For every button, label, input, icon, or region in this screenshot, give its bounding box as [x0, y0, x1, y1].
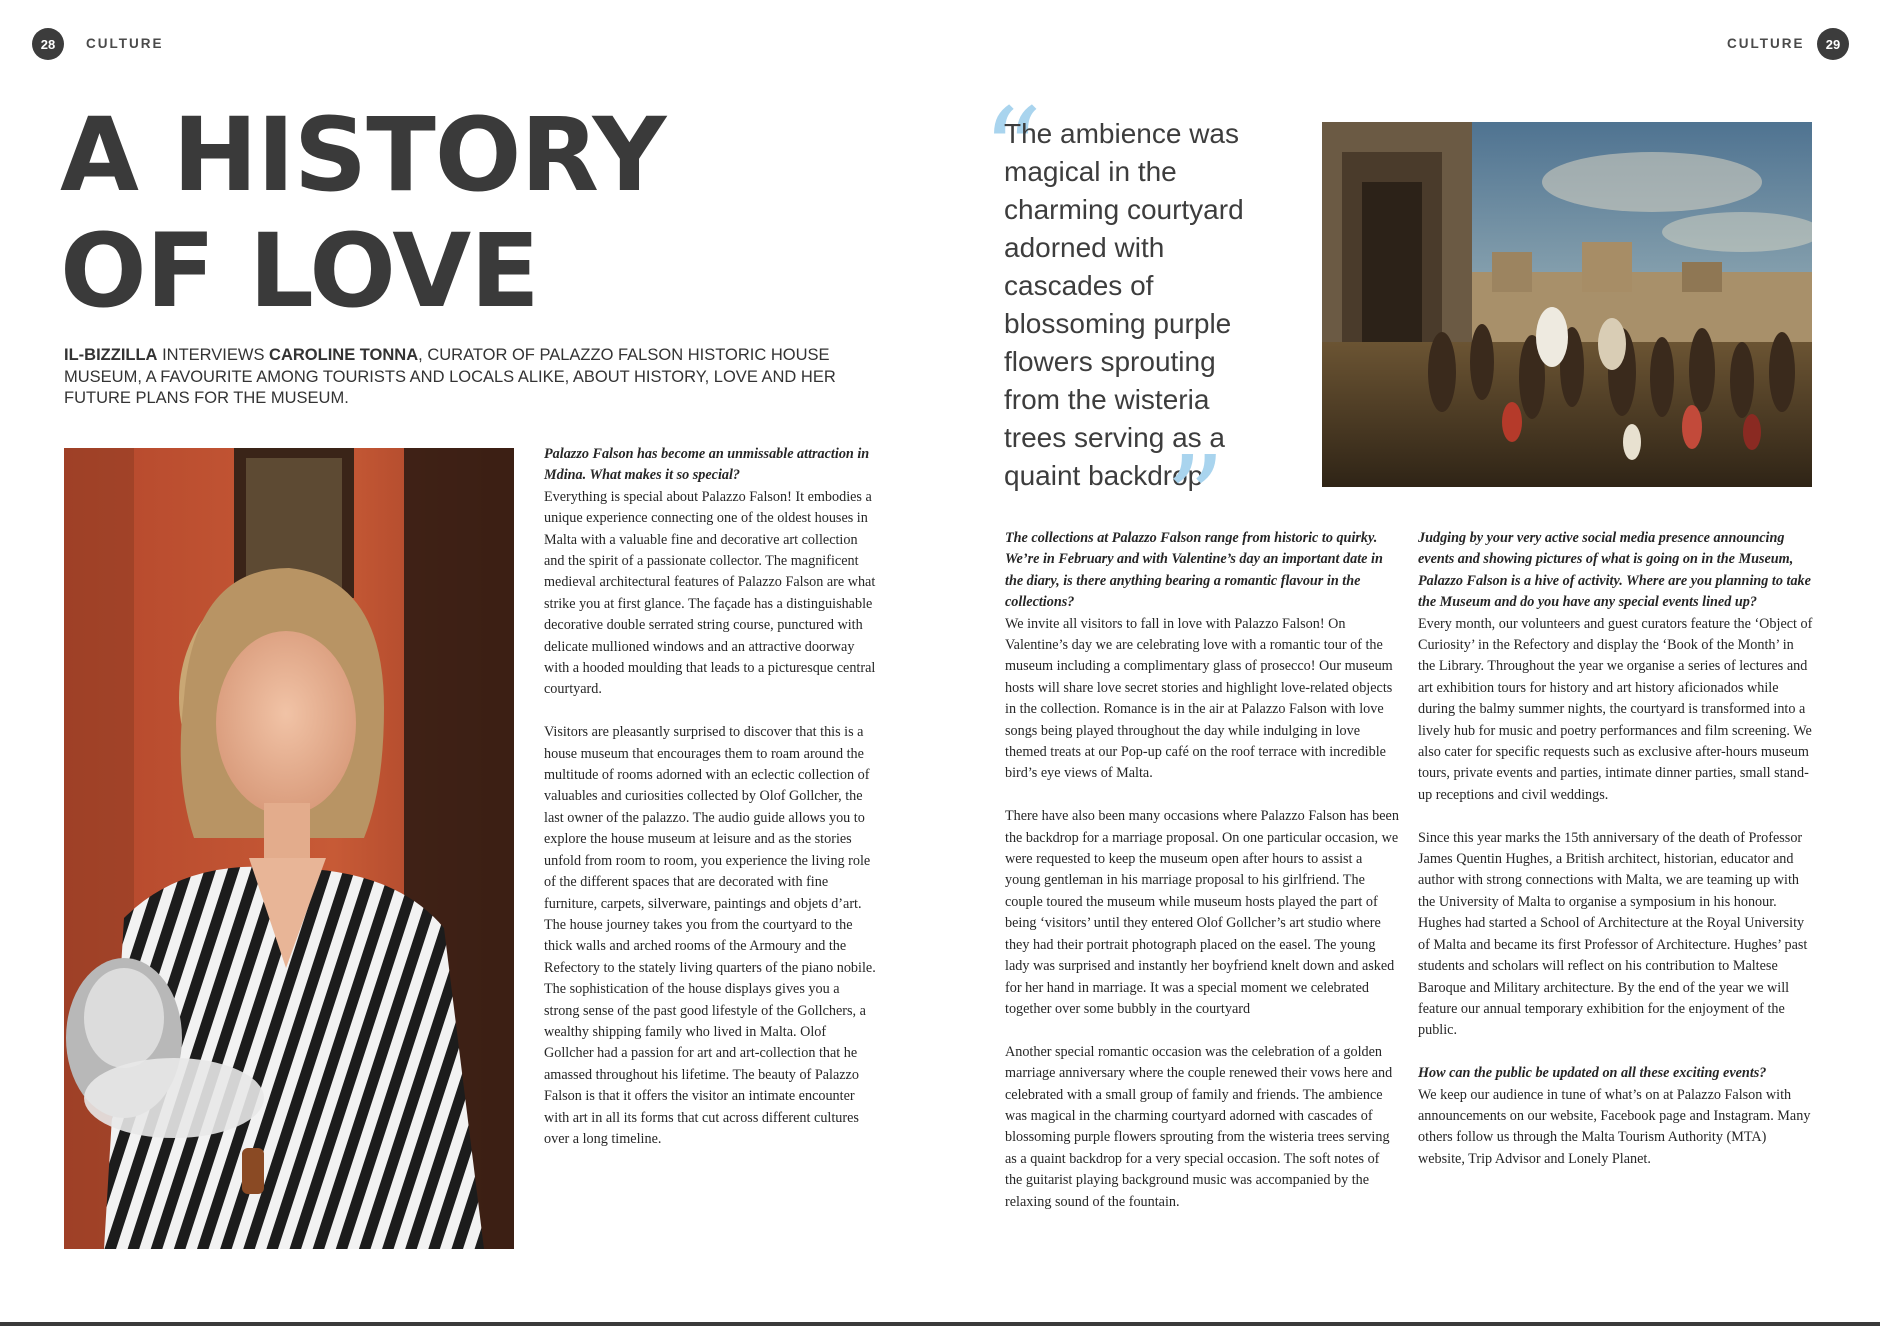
answer-2: We invite all visitors to fall in love with Palazzo Falson! On Valentine’s day we are celebrating love with a romantic tour of the museum including a complimentary glass of prosecco! Our museum hosts will share love secret stories and highlight love-related objects in the collection. Romance is in the air at Palazzo Falson with love songs being played throughout the day while indulging in love themed treats at our Pop-up café on the roof terrace with incredible bird’s eye views of Malta. [1005, 615, 1393, 782]
page-number-left [32, 28, 64, 60]
publication-name: IL-BIZZILLA [64, 346, 158, 364]
pull-quote: The ambience was magical in the charming courtyard adorned with cascades of blossoming purple flowers sprouting from the wisteria trees serving as a quaint backdrop [1004, 118, 1244, 491]
answer-3: Every month, our volunteers and guest curators feature the ‘Object of Curiosity’ in the Refectory and display the ‘Book of the Month’ in the Library. Throughout the year we organise a series of lectures and art exhibition tours for history and art history aficionados while during the balmy summer nights, the courtyard is transformed into a lively hub for music and poetry performances and film screening. We also cater for specific requests such as exclusive after-hours museum tours, private events and parties, intimate dinner parties, small stand-up receptions and civil weddings. [1418, 615, 1813, 803]
paragraph-proposal: There have also been many occasions where Palazzo Falson has been the backdrop for a marriage proposal. On one particular occasion, we were requested to keep the museum open after hours to assist a young gentleman in his marriage proposal to his girlfriend. The couple toured the museum while museum hosts played the part of being ‘visitors’ until they entered Olof Gollcher’s art studio where they had their portrait photograph placed on the easel. The young lady was surprised and instantly her boyfriend knelt down and asked for her hand in marriage. It was a special moment we celebrated together over some bubbly in the courtyard [1005, 808, 1399, 1017]
page-number-right-text: 29 [1825, 36, 1841, 52]
interviewee-name: CAROLINE TONNA [269, 346, 419, 364]
headline-line-1: A HISTORY [60, 96, 666, 215]
article-column-1 [544, 444, 876, 1172]
question-4: How can the public be updated on all these exciting events? [1418, 1065, 1767, 1082]
historical-painting [1322, 122, 1812, 487]
section-label-left: CULTURE [86, 36, 164, 51]
question-1: Palazzo Falson has become an unmissable attraction in Mdina. What makes it so special? [544, 446, 870, 484]
answer-1: Everything is special about Palazzo Falson! It embodies a unique experience connecting one of the oldest houses in Malta with a valuable fine and decorative art collection and the spirit of a passionate collector. The magnificent medieval architectural features of Palazzo Falson are what strike you at first glance. The façade has a distinguishable decorative double serrated string course, punctured with delicate mullioned windows and an attractive doorway with a hooded moulding that leads to a picturesque central courtyard. [544, 488, 876, 698]
headline-line-2: OF LOVE [60, 212, 539, 331]
standfirst-rest: , CURATOR OF PALAZZO FALSON HISTORIC HOUSE MUSEUM, A FAVOURITE AMONG TOURISTS AND LOCALS ALIKE, ABOUT HISTORY, LOVE AND HER FUTURE PLANS FOR THE MUSEUM. [64, 346, 836, 407]
page-number-left-text: 28 [40, 36, 56, 52]
curator-portrait-photo [64, 448, 514, 1249]
standfirst [64, 345, 844, 410]
paragraph-anniversary: Another special romantic occasion was the celebration of a golden marriage anniversary where the couple renewed their vows here and celebrated with a small group of family and friends. The ambience was magical in the charming courtyard adorned with cascades of blossoming purple flowers sprouting from the wisteria trees serving as a quaint backdrop for a very special occasion. The soft notes of the guitarist playing background music was accompanied by the relaxing sound of the fountain. [1005, 1043, 1393, 1210]
paragraph-visitors: Visitors are pleasantly surprised to discover that this is a house museum that encourages them to roam around the multitude of rooms adorned with an eclectic collection of valuables and curiosities collected by Olof Gollcher, the last owner of the palazzo. The audio guide allows you to explore the house museum at leisure and as the stories unfold from room to room, you experience the living role of the different spaces that are decorated with fine furniture, carpets, silverware, paintings and objets d’art. The house journey takes you from the courtyard to the thick walls and arched rooms of the Armoury and the Refectory to the stately living quarters of the piano nobile. The sophistication of the house displays gives you a strong sense of the past good lifestyle of the Gollchers, a wealthy shipping family who lived in Malta. Olof Gollcher had a passion for art and art-collection that he amassed throughout his lifetime. The beauty of Palazzo Falson is that it offers the visitor an intimate encounter with art in all its forms that cut across different cultures over a long timeline. [544, 724, 876, 1147]
paragraph-symposium: Since this year marks the 15th anniversary of the death of Professor James Quentin Hughes, a British architect, historian, educator and author with strong connections with Malta, we are teaming up with the University of Malta to organise a symposium in his honour. Hughes had started a School of Architecture at the Royal University of Malta and became its first Professor of Architecture. Hughes’ past students and scholars will reflect on his contribution to Maltese Baroque and Military architecture. By the end of the year we will feature our annual temporary exhibition for the enjoyment of the public. [1418, 829, 1808, 1039]
article-column-2 [1005, 528, 1400, 1234]
open-quote-mark: “ [982, 82, 1043, 220]
standfirst-verb: INTERVIEWS [157, 346, 270, 364]
bottom-rule [0, 1322, 1880, 1326]
close-quote-mark: ” [1165, 430, 1226, 568]
question-2: The collections at Palazzo Falson range from historic to quirky. We’re in February and with Valentine’s day an important date in the diary, is there anything bearing a romantic flavour in the collections? [1005, 530, 1383, 611]
section-label-right: CULTURE [1727, 36, 1805, 51]
page-number-right [1817, 28, 1849, 60]
answer-4: We keep our audience in tune of what’s on at Palazzo Falson with announcements on our website, Facebook page and Instagram. Many others follow us through the Malta Tourism Authority (MTA) website, Trip Advisor and Lonely Planet. [1418, 1086, 1811, 1167]
article-column-3 [1418, 528, 1813, 1192]
question-3: Judging by your very active social media presence announcing events and showing pictures of what is going on in the Museum, Palazzo Falson is a hive of activity. Where are you planning to take the Museum and do you have any special events lined up? [1418, 530, 1811, 611]
article-headline [60, 98, 665, 330]
